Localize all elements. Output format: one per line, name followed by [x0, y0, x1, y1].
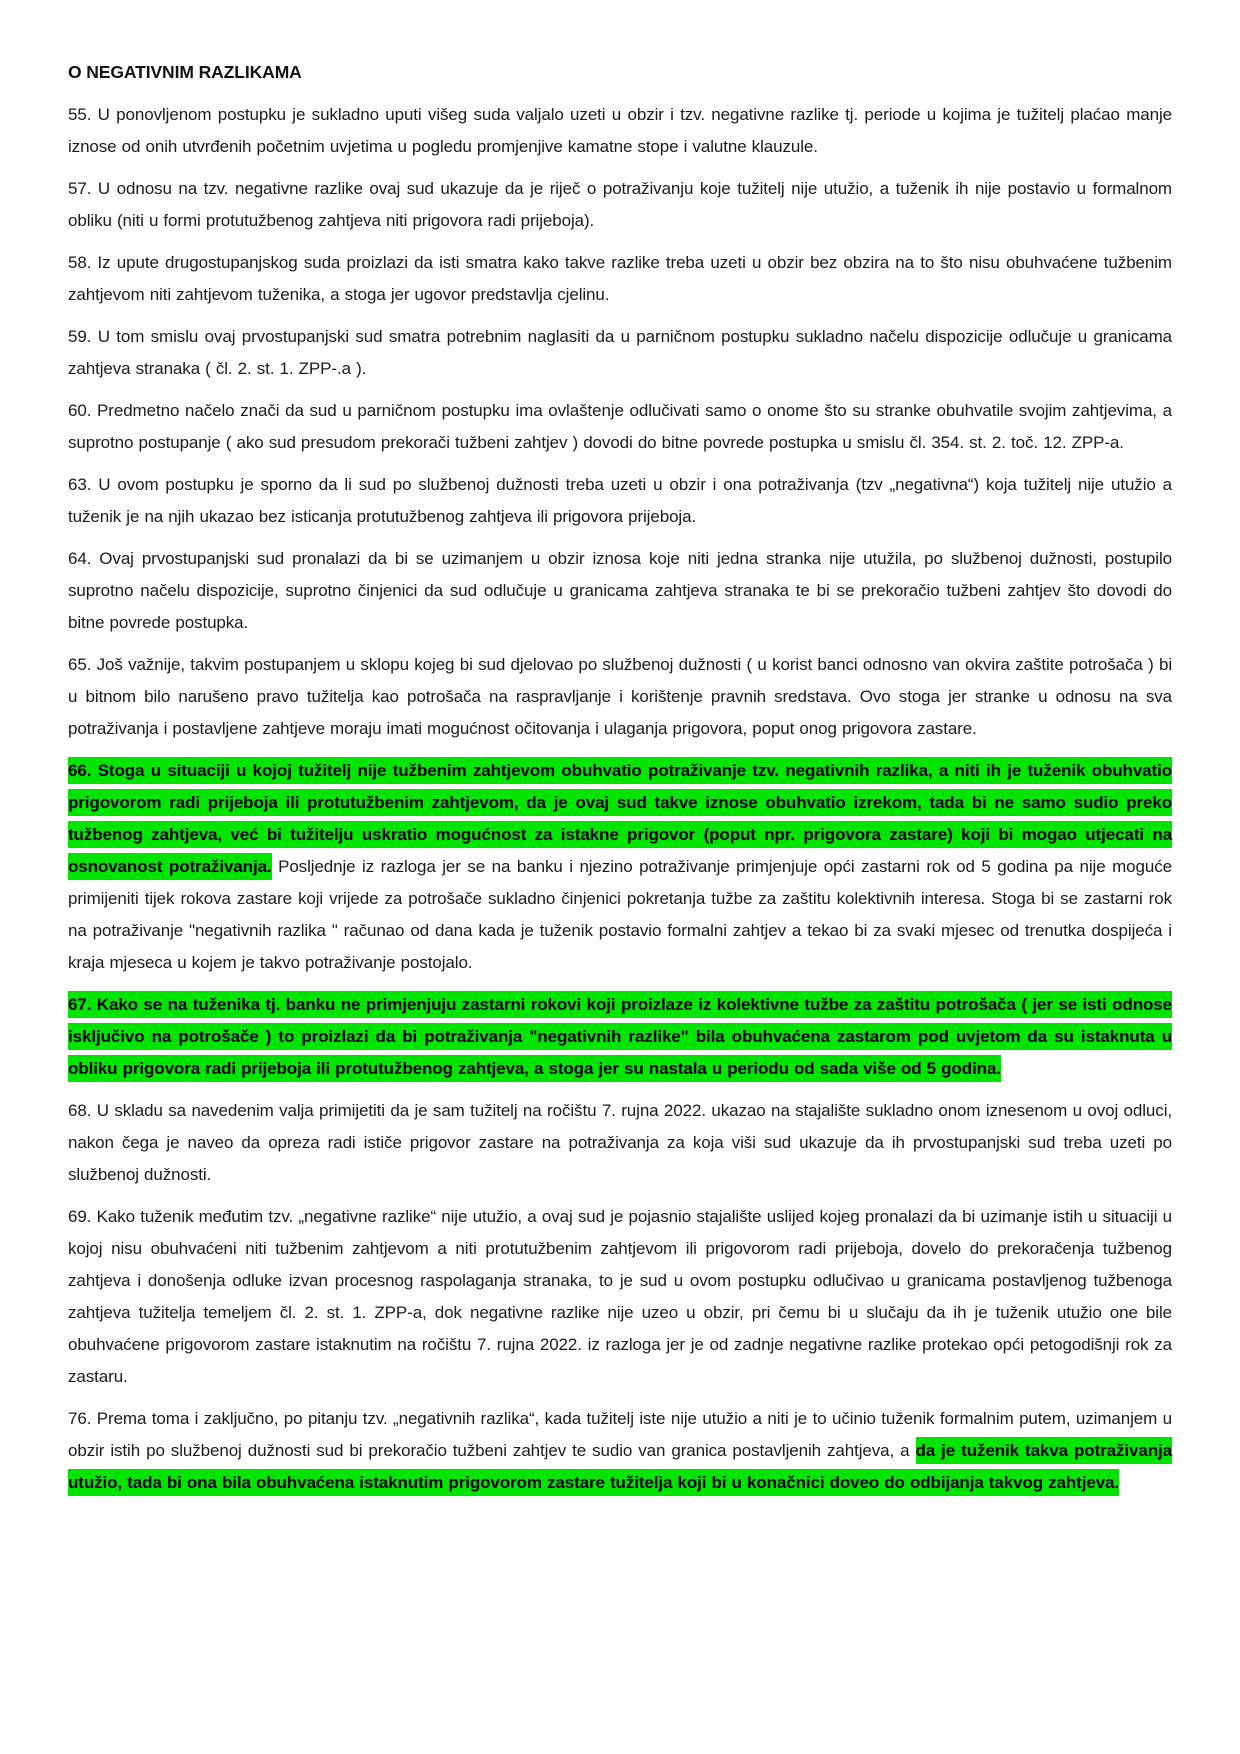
document-heading: O NEGATIVNIM RAZLIKAMA	[68, 62, 302, 82]
paragraph-66	[68, 755, 1172, 979]
paragraph-text: 58. Iz upute drugostupanjskog suda proizlazi da isti smatra kako takve razlike treba uzeti u obzir bez obzira na to što nisu obuhvaćene tužbenim zahtjevom niti zahtjevom tuženika, a stoga jer ugovor predstavlja cjelinu.	[68, 253, 1172, 304]
paragraph-64	[68, 543, 1172, 639]
paragraph-text: 64. Ovaj prvostupanjski sud pronalazi da bi se uzimanjem u obzir iznosa koje niti jedna stranka nije utužila, po službenoj dužnosti, postupilo suprotno načelu dispozicije, suprotno činjenici da sud odlučuje u granicama zahtjeva stranaka te bi se prekoračio tužbeni zahtjev što dovodi do bitne povrede postupka.	[68, 549, 1172, 632]
paragraph-text: 55. U ponovljenom postupku je sukladno uputi višeg suda valjalo uzeti u obzir i tzv. negativne razlike tj. periode u kojima je tužitelj plaćao manje iznose od onih utvrđenih početnim uvjetima u pogledu promjenjive kamatne stope i valutne klauzule.	[68, 105, 1172, 156]
paragraph-text: 57. U odnosu na tzv. negativne razlike ovaj sud ukazuje da je riječ o potraživanju koje tužitelj nije utužio, a tuženik ih nije postavio u formalnom obliku (niti u formi protutužbenog zahtjeva niti prigovora radi prijeboja).	[68, 179, 1172, 230]
paragraph-67	[68, 989, 1172, 1085]
paragraph-text: 76. Prema toma i zaključno, po pitanju tzv. „negativnih razlika“, kada tužitelj iste nije utužio a niti je to učinio tuženik formalnim putem, uzimanjem u obzir istih po službenoj dužnosti sud bi prekoračio tužbeni zahtjev te sudio van granica postavljenih zahtjeva, a	[68, 1409, 1172, 1460]
paragraph-58	[68, 247, 1172, 311]
paragraph-55	[68, 99, 1172, 163]
highlighted-text: 67. Kako se na tuženika tj. banku ne primjenjuju zastarni rokovi koji proizlaze iz kolektivne tužbe za zaštitu potrošača ( jer se isti odnose isključivo na potrošače ) to proizlazi da bi potraživanja "negativnih razlike" bila obuhvaćena zastarom pod uvjetom da su istaknuta u obliku prigovora radi prijeboja ili protutužbenog zahtjeva, a stoga jer su nastala u periodu od sada više od 5 godina.	[68, 991, 1172, 1082]
paragraph-69	[68, 1201, 1172, 1393]
paragraph-text: 65. Još važnije, takvim postupanjem u sklopu kojeg bi sud djelovao po službenoj dužnosti ( u korist banci odnosno van okvira zaštite potrošača ) bi u bitnom bilo narušeno pravo tužitelja kao potrošača na raspravljanje i korištenje pravnih sredstava. Ovo stoga jer stranke u odnosu na sva potraživanja i postavljene zahtjeve moraju imati mogućnost očitovanja i ulaganja prigovora, poput onog prigovora zastare.	[68, 655, 1172, 738]
paragraph-68	[68, 1095, 1172, 1191]
paragraph-text: 59. U tom smislu ovaj prvostupanjski sud smatra potrebnim naglasiti da u parničnom postupku sukladno načelu dispozicije odlučuje u granicama zahtjeva stranaka ( čl. 2. st. 1. ZPP-.a ).	[68, 327, 1172, 378]
paragraph-65	[68, 649, 1172, 745]
highlighted-text: 66. Stoga u situaciji u kojoj tužitelj nije tužbenim zahtjevom obuhvatio potraživanje tzv. negativnih razlika, a niti ih je tuženik obuhvatio prigovorom radi prijeboja ili protutužbenim zahtjevom, da je ovaj sud takve iznose obuhvatio izrekom, tada bi ne samo sudio preko tužbenog zahtjeva, već bi tužitelju uskratio mogućnost za istakne prigovor (poput npr. prigovora zastare) koji bi mogao utjecati na osnovanost potraživanja.	[68, 757, 1172, 880]
paragraph-57	[68, 173, 1172, 237]
paragraph-text: Posljednje iz razloga jer se na banku i njezino potraživanje primjenjuje opći zastarni rok od 5 godina pa nije moguće primijeniti tijek rokova zastare koji vrijede za potrošače sukladno činjenici pokretanja tužbe za zaštitu kolektivnih interesa. Stoga bi se zastarni rok na potraživanje "negativnih razlika " računao od dana kada je tuženik postavio formalni zahtjev a tekao bi za svaki mjesec od trenutka dospijeća i kraja mjeseca u kojem je takvo potraživanje postojalo.	[68, 857, 1172, 972]
paragraph-76	[68, 1403, 1172, 1499]
paragraph-text: 69. Kako tuženik međutim tzv. „negativne razlike“ nije utužio, a ovaj sud je pojasnio stajalište uslijed kojeg pronalazi da bi uzimanje istih u situaciji u kojoj nisu obuhvaćeni niti tužbenim zahtjevom a niti protutužbenim zahtjevom ili prigovorom radi prijeboja, dovelo do prekoračenja tužbenog zahtjeva i donošenja odluke izvan procesnog raspolaganja stranaka, to je sud u ovom postupku odlučivao u granicama postavljenog tužbenoga zahtjeva tužitelja temeljem čl. 2. st. 1. ZPP-a, dok negativne razlike nije uzeo u obzir, pri čemu bi u slučaju da ih je tuženik utužio one bile obuhvaćene prigovorom zastare istaknutim na ročištu 7. rujna 2022. iz razloga jer je od zadnje negativne razlike protekao opći petogodišnji rok za zastaru.	[68, 1207, 1172, 1386]
paragraph-63	[68, 469, 1172, 533]
highlighted-text: da je tuženik takva potraživanja utužio, tada bi ona bila obuhvaćena istaknutim prigovorom zastare tužitelja koji bi u konačnici doveo do odbijanja takvog zahtjeva.	[68, 1437, 1172, 1496]
paragraph-text: 60. Predmetno načelo znači da sud u parničnom postupku ima ovlaštenje odlučivati samo o onome što su stranke obuhvatile svojim zahtjevima, a suprotno postupanje ( ako sud presudom prekorači tužbeni zahtjev ) dovodi do bitne povrede postupka u smislu čl. 354. st. 2. toč. 12. ZPP-a.	[68, 401, 1172, 452]
paragraph-text: 63. U ovom postupku je sporno da li sud po službenoj dužnosti treba uzeti u obzir i ona potraživanja (tzv „negativna“) koja tužitelj nije utužio a tuženik je na njih ukazao bez isticanja protutužbenog zahtjeva ili prigovora prijeboja.	[68, 475, 1172, 526]
paragraph-text: 68. U skladu sa navedenim valja primijetiti da je sam tužitelj na ročištu 7. rujna 2022. ukazao na stajalište sukladno onom iznesenom u ovoj odluci, nakon čega je naveo da opreza radi ističe prigovor zastare na potraživanja za koja viši sud ukazuje da ih prvostupanjski sud treba uzeti po službenoj dužnosti.	[68, 1101, 1172, 1184]
paragraph-60	[68, 395, 1172, 459]
paragraph-59	[68, 321, 1172, 385]
